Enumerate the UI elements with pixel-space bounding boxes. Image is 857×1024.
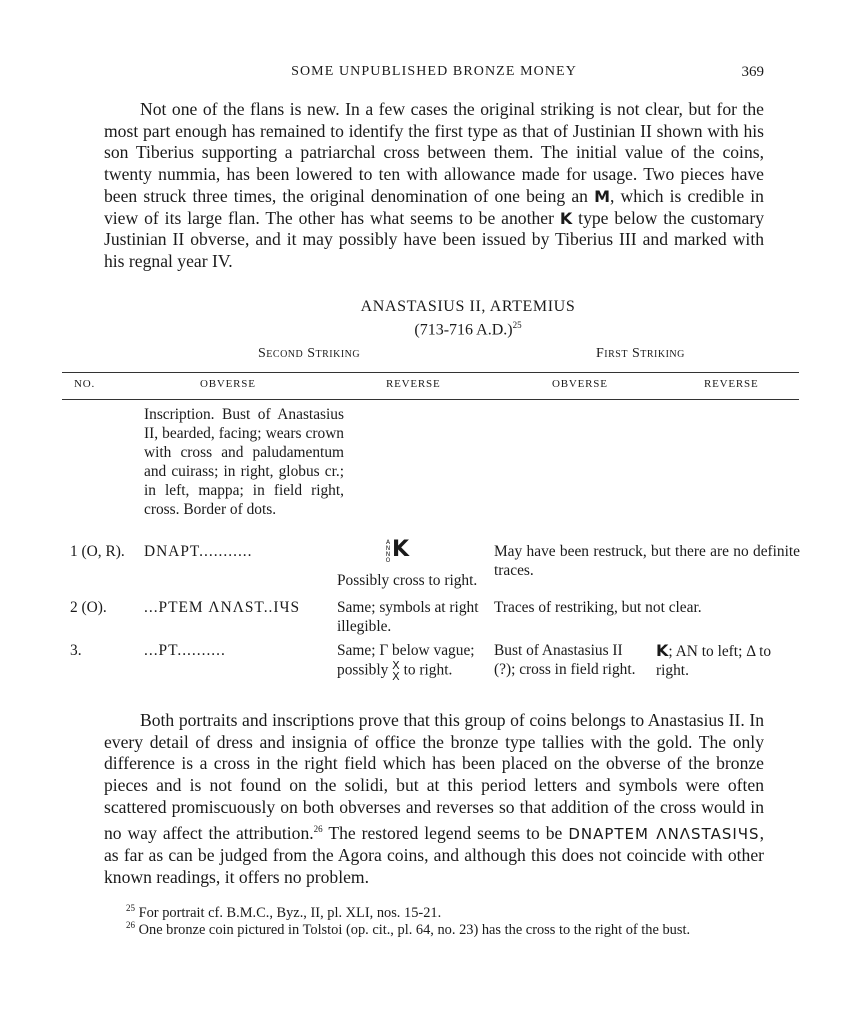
k-symbol: K [392, 537, 410, 562]
paragraph-1-text-c: type below the customary Justinian II obverse, and it may possibly have been issued by Tiberius III and marked with his regnal year IV. [104, 207, 764, 271]
row-1-reverse-note: Possibly cross to right. [337, 572, 478, 589]
row-1-number: 1 (O, R). [70, 543, 125, 560]
row-3-first-obverse: Bust of Anastasius II (?); cross in field right. [494, 642, 636, 678]
paragraph-1 [104, 99, 764, 273]
x-top: X [392, 659, 400, 672]
paragraph-1-text-a: Not one of the flans is new. In a few cases the original striking is not clear, but for the most part enough has remained to identify the first type as that of Justinian II shown with his son Tiberius supporting a patriarchal cross between them. The initial value of the coins, twenty nummia, has been lowered to ten with allowance made for usage. Two pieces have been struck three times, the original denomination of one being an [104, 99, 764, 206]
anno-stack: ANNO [385, 539, 391, 565]
obverse-inscription: Inscription. Bust of Anastasius II, bearded, facing; wears crown with cross and paludamentum and cuirass; in right, globus cr.; in left, mappa; in field right, cross. Border of dots. [144, 406, 344, 518]
row-1-reverse-symbol [384, 537, 410, 565]
first-striking-heading: First Striking [596, 346, 685, 361]
row-3-reverse-text-a: Same; Γ below vague; possibly [337, 642, 475, 679]
footnote-26-mark: 26 [126, 920, 135, 930]
x-bottom: X [392, 670, 400, 683]
column-header-reverse-1: REVERSE [704, 378, 759, 390]
footnote-25-text: For portrait cf. B.M.C., Byz., II, pl. XLI, nos. 15-21. [138, 904, 442, 921]
footnote-26 [104, 917, 764, 939]
k-symbol: K [656, 641, 669, 660]
row-2-first-striking: Traces of restriking, but not clear. [494, 599, 702, 616]
paragraph-2-text-c: , as far as can be judged from the Agora coins, and although this does not coincide with other known readings, it offers no problem. [104, 822, 764, 887]
row-3-first-reverse [656, 641, 802, 680]
table-header-rule [62, 399, 799, 400]
x-stack [392, 660, 400, 682]
paragraph-1-text-b: , which is credible in view of its large flan. The other has what seems to be another [104, 185, 764, 228]
column-header-obverse-2: OBVERSE [200, 378, 256, 390]
footnote-26-text: One bronze coin pictured in Tolstoi (op. cit., pl. 64, no. 23) has the cross to the right of the bust. [138, 921, 691, 938]
column-header-obverse-1: OBVERSE [552, 378, 608, 390]
row-2-number: 2 (O). [70, 599, 107, 616]
row-3-number: 3. [70, 642, 82, 659]
k-symbol: K [559, 208, 573, 228]
second-striking-heading: Second Striking [258, 346, 361, 361]
row-3-obverse: ...PT.......... [144, 642, 226, 659]
running-head-title: SOME UNPUBLISHED BRONZE MONEY [291, 64, 577, 79]
page-number: 369 [741, 64, 764, 80]
row-3-reverse [337, 641, 491, 682]
footnote-25-mark: 25 [126, 903, 135, 913]
restored-legend: DNAPTEM ΛΝΛSTASIЧS [568, 824, 760, 843]
paragraph-2 [104, 710, 764, 888]
row-1-first-striking: May have been restruck, but there are no definite traces. [494, 543, 800, 579]
table-date [62, 320, 857, 339]
row-2-obverse: ...PTEM ΛΝΛST..IЧS [144, 599, 301, 616]
column-header-no: NO. [74, 378, 96, 390]
row-1-obverse: DNAPT........... [144, 543, 253, 560]
row-2-reverse: Same; symbols at right illegible. [337, 599, 479, 635]
row-3-first-reverse-text: ; AN to left; Δ to right. [656, 643, 772, 679]
footnote-ref-25: 25 [512, 320, 522, 330]
row-3-reverse-text-b: to right. [403, 661, 453, 679]
table-date-text: (713-716 A.D.) [414, 321, 513, 339]
column-header-reverse-2: REVERSE [386, 378, 441, 390]
paragraph-2-text-b: The restored legend seems to be [322, 822, 569, 843]
paragraph-2-text-a: Both portraits and inscriptions prove that this group of coins belongs to Anastasius II. In every detail of dress and insignia of office the bronze type tallies with the gold. The only difference is a cross in the right field which has been placed on the obverse of the bronze pieces and is not found on the solidi, but at this period letters and symbols were often scattered promiscuously on both obverses and reverses so that addition of the cross would in no way affect the attribution. [104, 710, 764, 843]
running-head [104, 64, 764, 86]
footnote-ref-26: 26 [313, 823, 323, 834]
table-top-rule [62, 372, 799, 373]
m-symbol: M [594, 186, 610, 206]
table-title: ANASTASIUS II, ARTEMIUS [360, 298, 576, 315]
